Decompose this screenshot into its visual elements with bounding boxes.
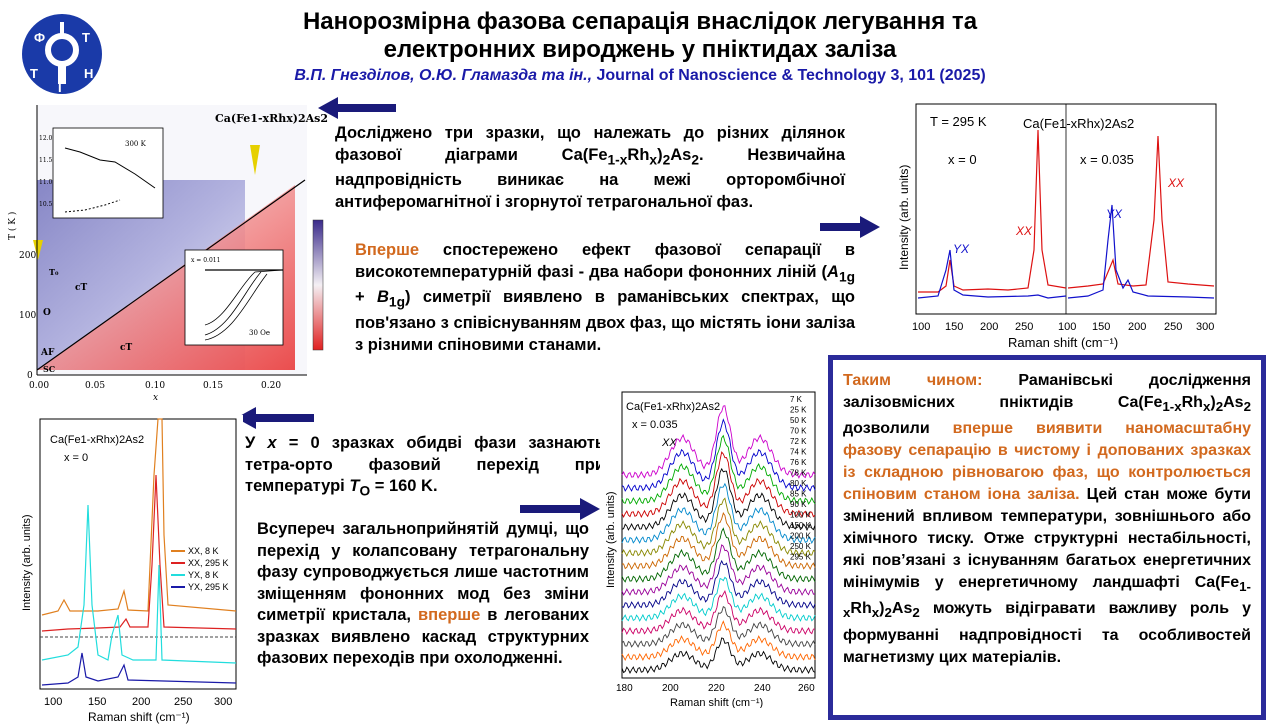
series-label-yx: YX (953, 242, 970, 256)
inset1-ytick: 11.5 (39, 157, 53, 164)
legend-entry: YX, 295 K (188, 582, 229, 592)
paragraph-samples: Досліджено три зразки, що належать до різних ділянок фазової діаграми $Ca(Fe_{1-x}Rh_x)_2As_2$. Незвичайна надпровідність виникає на межі орторомбічної антиферомагнітної і згорнутої тетрагональної фаз. (335, 124, 845, 211)
x-axis-label: Raman shift (cm⁻¹) (88, 710, 190, 724)
temperature-label: 200 K (790, 531, 811, 541)
x-tick: 250 (1015, 321, 1034, 333)
x-tick: 150 (88, 696, 107, 708)
raman-x0-figure (8, 415, 243, 724)
x-tick: 200 (1128, 321, 1147, 333)
x-tick: 0.10 (145, 381, 166, 391)
label-SC: SC (43, 364, 56, 374)
x-tick: 0.00 (29, 381, 50, 391)
x-tick: 200 (132, 696, 151, 708)
figure-compound-label: Ca(Fe1-xRhx)2As2 (1023, 116, 1135, 131)
y-axis-label: Intensity (arb. units) (21, 514, 33, 611)
series-label-xx: XX (1168, 176, 1185, 190)
temperature-label: 76 K (790, 458, 807, 467)
x-tick: 150 (1092, 321, 1111, 333)
inset1-label: 300 K (125, 140, 146, 148)
temperature-label: 7 K (790, 395, 803, 404)
inset1-ytick: 11.0 (39, 179, 53, 186)
x-axis-label: Raman shift (cm⁻¹) (1008, 335, 1119, 350)
conclusion-box (828, 355, 1266, 720)
logo-letter: І (58, 80, 62, 95)
paragraph-phase-separation: Вперше спостережено ефект фазової сепарації в високотемпературній фазі - два набори фононних ліній $(A_{1g} + B_{1g})$ симетрії виявлено в раманівських спектрах, що пов'язано з співіснуванням двох фаз, що містять іони заліза з різними спіновими станами. (355, 241, 855, 354)
temperature-label: 72 K (790, 437, 807, 446)
y-axis-label: T ( K ) (8, 211, 18, 240)
label-AF: AF (41, 348, 55, 358)
x-tick: 300 (1196, 321, 1215, 333)
temperature-label: 250 K (790, 542, 811, 551)
panel-label-x035: x = 0.035 (1080, 152, 1134, 167)
raman-295k-figure (888, 100, 1228, 352)
temperature-label: 100 K (790, 510, 811, 520)
panel-label-x0: x = 0 (948, 152, 977, 167)
temperature-label: 80 K (790, 479, 807, 488)
x-axis-label: x (153, 393, 159, 403)
x-tick: 200 (662, 683, 679, 694)
figure-polarization-label: XX (662, 437, 677, 449)
y-tick: 0 (27, 371, 33, 381)
logo-letter: Н (84, 66, 94, 81)
logo-letter: Т (82, 30, 90, 45)
label-cT-lower: cT (120, 343, 133, 353)
y-axis-label: Intensity (arb. units) (605, 491, 617, 588)
journal-reference: Journal of Nanoscience & Technology 3, 101 (2025) (592, 67, 986, 84)
x-axis-label: Raman shift (cm⁻¹) (670, 697, 764, 708)
legend-entry: XX, 295 K (188, 558, 229, 568)
label-T0: T₀ (49, 267, 59, 277)
inset1-ytick: 10.5 (39, 201, 53, 208)
arrow-left-icon (318, 97, 398, 119)
x-tick: 220 (708, 683, 725, 694)
temperature-label: 85 K (790, 489, 807, 499)
x-tick: 240 (754, 683, 771, 694)
x-tick: 100 (1058, 321, 1077, 333)
legend-entry: YX, 8 K (188, 570, 219, 580)
diagram-title: Ca(Fe1-xRhx)2As2 (215, 112, 329, 125)
arrow-right-icon (820, 216, 880, 238)
x-tick: 0.15 (203, 381, 224, 391)
highlight-first: вперше (418, 606, 481, 624)
figure-x-label: x = 0.035 (632, 419, 678, 431)
temperature-label: 25 K (790, 405, 807, 415)
x-tick: 200 (980, 321, 999, 333)
title-line-2: електронних вироджень у пніктидах заліза (383, 36, 897, 63)
figure-compound-label: Ca(Fe1-xRhx)2As2 (626, 401, 721, 413)
temperature-label: 295 K (790, 552, 811, 562)
title-line-1: Нанорозмірна фазова сепарація внаслідок легування та (302, 8, 978, 35)
y-tick: 200 (19, 251, 37, 261)
figure-temp-label: T = 295 K (930, 114, 987, 129)
x-tick: 250 (1164, 321, 1183, 333)
paragraph-cascade: Всупереч загальноприйнятій думці, що перехід у колапсовану тетрагональну фазу супроводжується лише частотним зміщенням фононних мод без зміни симетрії кристала, вперше в легованих зразках виявлено каскад структурних фазових переходів при охолодженні. (257, 520, 589, 667)
phase-diagram-figure (5, 100, 330, 405)
inset2-field: 30 Oe (249, 329, 271, 337)
x-tick: 0.05 (85, 381, 106, 391)
temperature-label: 150 K (790, 521, 811, 530)
x-tick: 100 (44, 696, 63, 708)
conclusion-highlight: вперше виявити наномасштабну фазову сепарацію в чистому і допованих зразках із складною рівновагою фаз, що контролюється спіновим станом іона заліза. (843, 420, 1251, 504)
label-O: O (43, 308, 51, 318)
paragraph-x0-transition: У x = 0 зразках обидві фази зазнають тетра-орто фазовий перехід при температурі $T_O = 160$ K. (245, 434, 605, 499)
highlight-first: Вперше (355, 241, 420, 259)
conclusion-text: Таким чином: Раманівські дослідження залізовмісних пніктидів $Ca(Fe_{1-x}Rh_x)_2As_2$ дозволили вперше виявити наномасштабну фазову сепарацію в чистому і допованих зразках із складною рівновагою фаз, що контролюється спіновим станом іона заліза. Цей стан може бути змінений впливом температури, зовнішнього або хімічного тиску. Отже структурні нестабільності, які пов’язані з існуванням багатьох енергетичних мінімумів у енергетичному ландшафті $Ca(Fe_{1-x}Rh_x)_2As_2$ можуть відігравати важливу роль у формуванні надпровідності та особливостей магнетизму цих матеріалів. (843, 372, 1251, 666)
logo-letter: Ф (34, 30, 46, 45)
inset1-ytick: 12.0 (39, 135, 53, 142)
x-tick: 300 (214, 696, 233, 708)
temperature-label: 50 K (790, 416, 807, 425)
temperature-label: 78 K (790, 468, 807, 478)
inset2-label: x = 0.011 (191, 257, 221, 264)
label-cT: cT (75, 283, 88, 293)
page-title (230, 8, 1050, 64)
series-label-yx: YX (1106, 207, 1123, 221)
conclusion-lead: Таким чином: (843, 372, 983, 389)
arrow-left-icon (236, 407, 316, 429)
x-tick: 180 (616, 683, 633, 694)
series-label-xx: XX (1016, 224, 1033, 238)
figure-compound-label: Ca(Fe1-xRhx)2As2 (50, 434, 145, 446)
temperature-label: 70 K (790, 426, 807, 436)
institute-logo (20, 12, 104, 96)
x-tick: 0.20 (261, 381, 282, 391)
x-tick: 100 (912, 321, 931, 333)
logo-letter: Т (30, 66, 38, 81)
temperature-label: 90 K (790, 500, 807, 509)
authors-citation (200, 67, 1080, 85)
x-tick: 150 (945, 321, 964, 333)
authors-names: В.П. Гнезділов, О.Ю. Гламазда та ін., (294, 67, 593, 84)
x-tick: 250 (174, 696, 193, 708)
raman-temperature-figure (600, 388, 825, 708)
y-tick: 100 (19, 311, 37, 321)
x-tick: 260 (798, 683, 815, 694)
figure-x-label: x = 0 (64, 452, 89, 464)
temperature-label: 74 K (790, 447, 807, 457)
y-axis-label: Intensity (arb. units) (897, 164, 911, 270)
legend-entry: XX, 8 K (188, 546, 219, 556)
